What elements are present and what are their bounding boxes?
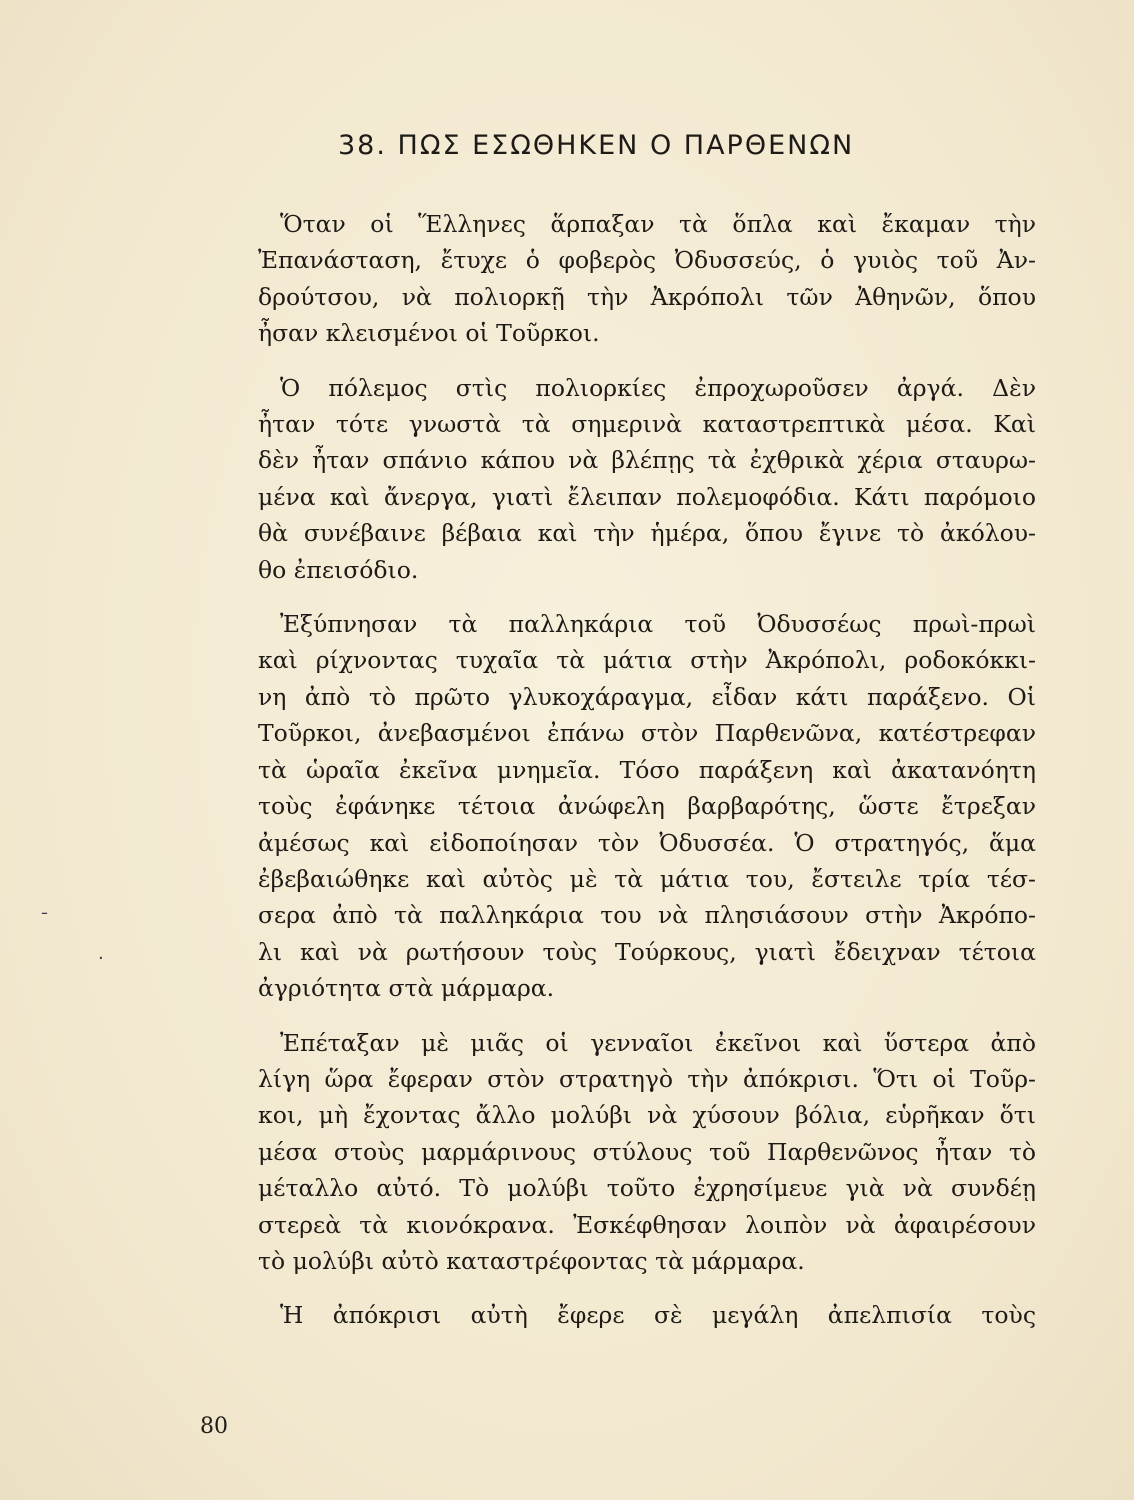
text-line: ἀγριότητα στὰ μάρμαρα. bbox=[258, 974, 555, 1003]
text-line: ἐβεβαιώθηκε καὶ αὐτὸς μὲ τὰ μάτια του, ἔστειλε τρία τέσ- bbox=[258, 864, 1036, 893]
text-line: Ὅταν οἱ Ἕλληνες ἅρπαξαν τὰ ὅπλα καὶ ἔκαμαν τὴν bbox=[280, 210, 1036, 238]
margin-mark: · bbox=[98, 948, 104, 969]
text-line: δὲν ἦταν σπάνιο κάπου νὰ βλέπῃς τὰ ἐχθρικὰ χέρια σταυρω- bbox=[258, 446, 1036, 475]
text-line: δρούτσου, νὰ πολιορκῇ τὴν Ἀκρόπολι τῶν Ἀθηνῶν, ὅπου bbox=[258, 282, 1036, 311]
text-line: θὰ συνέβαινε βέβαια καὶ τὴν ἡμέρα, ὅπου ἔγινε τὸ ἀκόλου- bbox=[258, 519, 1036, 548]
text-line: μένα καὶ ἄνεργα, γιατὶ ἔλειπαν πολεμοφόδια. Κάτι παρόμοιο bbox=[258, 482, 1036, 511]
text-line: κοι, μὴ ἔχοντας ἄλλο μολύβι νὰ χύσουν βόλια, εὑρῆκαν ὅτι bbox=[258, 1101, 1036, 1130]
paragraph-2 bbox=[258, 370, 1036, 588]
paragraph-4 bbox=[258, 1025, 1036, 1280]
text-line: σερα ἀπὸ τὰ παλληκάρια του νὰ πλησιάσουν στὴν Ἀκρόπο- bbox=[258, 901, 1036, 930]
text-line: λίγη ὥρα ἔφεραν στὸν στρατηγὸ τὴν ἀπόκρισι. Ὅτι οἱ Τοῦρ- bbox=[258, 1064, 1036, 1093]
text-line: στερεὰ τὰ κιονόκρανα. Ἐσκέφθησαν λοιπὸν νὰ ἀφαιρέσουν bbox=[258, 1210, 1036, 1239]
paragraph-1 bbox=[258, 206, 1036, 352]
text-line: μέσα στοὺς μαρμάρινους στύλους τοῦ Παρθενῶνος ἦταν τὸ bbox=[258, 1137, 1036, 1166]
text-line: Ὁ πόλεμος στὶς πολιορκίες ἐπροχωροῦσεν ἀργά. Δὲν bbox=[280, 373, 1036, 402]
text-line: Ἡ ἀπόκρισι αὐτὴ ἔφερε σὲ μεγάλη ἀπελπισία τοὺς bbox=[280, 1301, 1036, 1330]
body-text bbox=[258, 206, 1036, 1352]
text-line: ἦσαν κλεισμένοι οἱ Τοῦρκοι. bbox=[258, 319, 600, 348]
text-line: Ἐπανάσταση, ἔτυχε ὁ φοβερὸς Ὀδυσσεύς, ὁ γυιὸς τοῦ Ἀν- bbox=[258, 246, 1036, 275]
text-line: λι καὶ νὰ ρωτήσουν τοὺς Τούρκους, γιατὶ ἔδειχναν τέτοια bbox=[258, 937, 1036, 966]
text-line: νη ἀπὸ τὸ πρῶτο γλυκοχάραγμα, εἶδαν κάτι παράξενο. Οἱ bbox=[258, 682, 1036, 711]
text-line: μέταλλο αὐτό. Τὸ μολύβι τοῦτο ἐχρησίμευε γιὰ νὰ συνδέῃ bbox=[258, 1174, 1036, 1203]
text-line: τὸ μολύβι αὐτὸ καταστρέφοντας τὰ μάρμαρα. bbox=[258, 1246, 805, 1275]
margin-mark: ˉ bbox=[40, 910, 49, 931]
paragraph-3 bbox=[258, 606, 1036, 1006]
text-line: τοὺς ἐφάνηκε τέτοια ἀνώφελη βαρβαρότης, ὥστε ἔτρεξαν bbox=[258, 792, 1036, 821]
page-number: 80 bbox=[200, 1414, 228, 1439]
paragraph-5 bbox=[258, 1297, 1036, 1333]
text-line: ἀμέσως καὶ εἰδοποίησαν τὸν Ὀδυσσέα. Ὁ στρατηγός, ἅμα bbox=[258, 828, 1036, 857]
text-line: καὶ ρίχνοντας τυχαῖα τὰ μάτια στὴν Ἀκρόπολι, ροδοκόκκι- bbox=[258, 646, 1036, 675]
text-line: τὰ ὡραῖα ἐκεῖνα μνημεῖα. Τόσο παράξενη καὶ ἀκατανόητη bbox=[258, 755, 1036, 784]
text-line: Ἐπέταξαν μὲ μιᾶς οἱ γενναῖοι ἐκεῖνοι καὶ ὕστερα ἀπὸ bbox=[280, 1028, 1036, 1057]
text-line: ἦταν τότε γνωστὰ τὰ σημερινὰ καταστρεπτικὰ μέσα. Καὶ bbox=[258, 410, 1036, 439]
text-line: Ἐξύπνησαν τὰ παλληκάρια τοῦ Ὀδυσσέως πρωὶ-πρωὶ bbox=[280, 610, 1036, 639]
text-line: θο ἐπεισόδιο. bbox=[258, 555, 419, 584]
chapter-heading: 38. ΠΩΣ ΕΣΩΘΗΚΕΝ Ο ΠΑΡΘΕΝΩΝ bbox=[338, 130, 855, 161]
text-line: Τοῦρκοι, ἀνεβασμένοι ἐπάνω στὸν Παρθενῶνα, κατέστρεφαν bbox=[258, 719, 1036, 748]
